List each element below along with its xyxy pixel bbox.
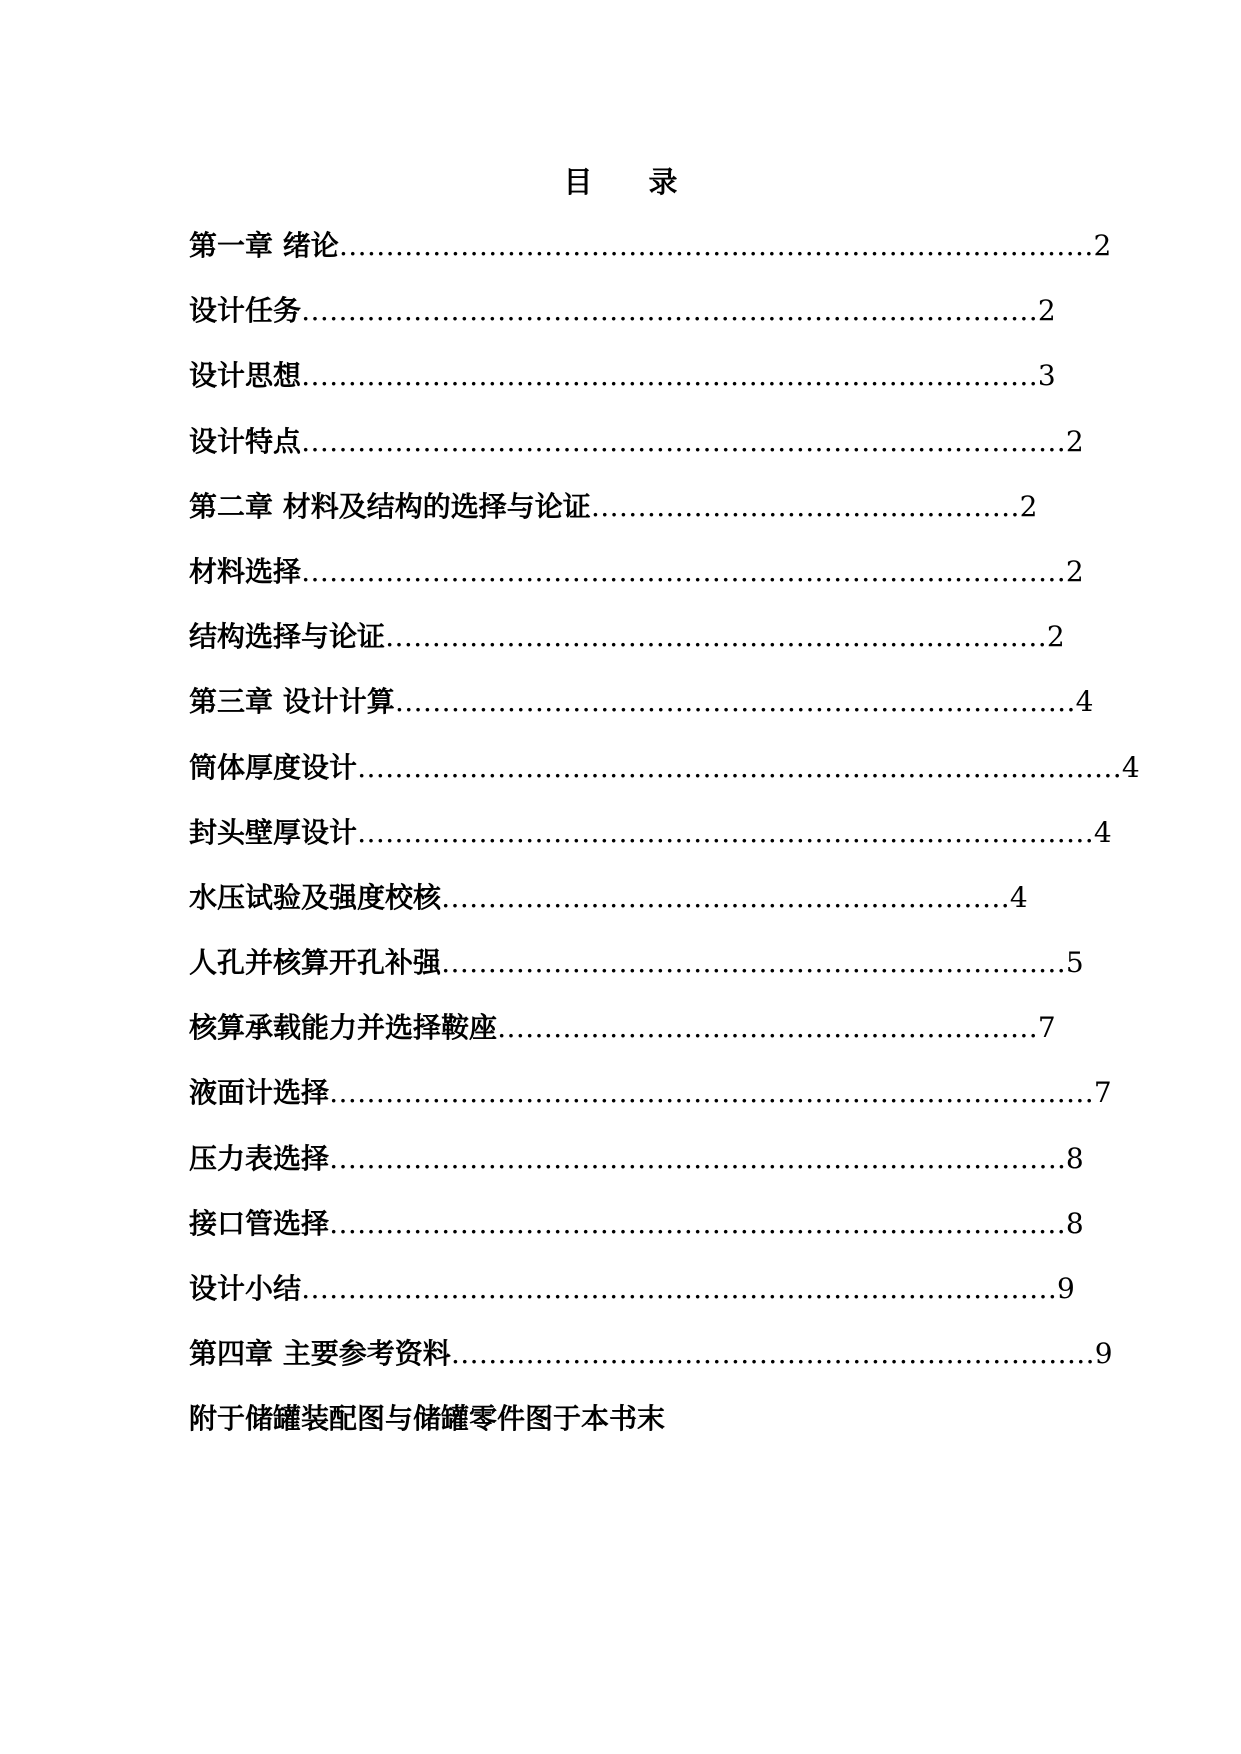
toc-leader: …………………………………………………………….………… bbox=[301, 554, 1066, 588]
toc-page-number: 8 bbox=[1065, 1141, 1084, 1175]
toc-entry-saddle[interactable] bbox=[189, 1002, 1056, 1067]
title-char-2: 录 bbox=[648, 165, 678, 199]
toc-entry-manhole[interactable] bbox=[189, 937, 1084, 1002]
toc-page-number: 2 bbox=[1019, 489, 1038, 523]
toc-entry-summary[interactable] bbox=[189, 1263, 1075, 1328]
toc-label: 接口管选择 bbox=[189, 1206, 330, 1240]
toc-page-number: 2 bbox=[1046, 620, 1065, 654]
toc-label: 人孔并核算开孔补强 bbox=[189, 946, 442, 980]
toc-label: 第三章 设计计算 bbox=[189, 685, 395, 719]
toc-leader: ……………………………………….…………………………… bbox=[301, 359, 1038, 393]
toc-label: 液面计选择 bbox=[189, 1076, 330, 1110]
toc-entry-chapter-1[interactable] bbox=[189, 220, 1112, 285]
toc-entry-hydro-test[interactable] bbox=[189, 872, 1028, 937]
toc-page-number: 4 bbox=[1121, 750, 1140, 784]
toc-page-number: 2 bbox=[1037, 294, 1056, 328]
toc-leader: …………………………….………… bbox=[590, 489, 1020, 523]
toc-label: 材料选择 bbox=[189, 554, 302, 588]
toc-leader: ……………………………………………………….… bbox=[441, 946, 1066, 980]
toc-label: 设计任务 bbox=[189, 294, 302, 328]
toc-entry-design-task[interactable] bbox=[189, 285, 1056, 350]
toc-page-number: 4 bbox=[1075, 685, 1094, 719]
toc-label: 第二章 材料及结构的选择与论证 bbox=[189, 489, 591, 523]
toc-entry-head-thickness[interactable] bbox=[189, 807, 1112, 872]
toc-leader: ………………………………….………………………………… bbox=[301, 294, 1038, 328]
toc-label: 筒体厚度设计 bbox=[189, 750, 358, 784]
toc-page-number: 9 bbox=[1057, 1272, 1075, 1305]
toc-page-number: 2 bbox=[1065, 424, 1084, 458]
toc-entry-level-gauge[interactable] bbox=[189, 1067, 1112, 1132]
toc-entry-chapter-4[interactable] bbox=[189, 1328, 1113, 1393]
toc-page-number: 8 bbox=[1065, 1206, 1084, 1240]
toc-label: 压力表选择 bbox=[189, 1141, 330, 1175]
toc-page-number: 2 bbox=[1065, 554, 1084, 588]
toc-entry-chapter-3[interactable] bbox=[189, 676, 1094, 741]
toc-page-number: 7 bbox=[1037, 1011, 1056, 1045]
toc-label: 第一章 绪论 bbox=[189, 229, 339, 262]
toc-entry-design-features[interactable] bbox=[189, 416, 1084, 481]
toc-leader: …………………………………………………..………… bbox=[385, 620, 1047, 654]
toc-label: 水压试验及强度校核 bbox=[189, 880, 442, 914]
toc-page-number: 7 bbox=[1093, 1076, 1112, 1110]
toc-entry-design-idea[interactable] bbox=[189, 350, 1056, 415]
toc-leader: …………………………………………………………… bbox=[450, 1337, 1095, 1371]
toc-leader: ……………………………………………………………………. bbox=[329, 1141, 1066, 1175]
toc-leader: ……………………………………………………………………… bbox=[301, 1272, 1058, 1305]
toc-label: 封头壁厚设计 bbox=[189, 815, 358, 849]
toc-label: 结构选择与论证 bbox=[189, 620, 386, 654]
toc-leader: …………………………………………………….………… bbox=[394, 685, 1076, 719]
toc-entry-nozzle[interactable] bbox=[189, 1198, 1084, 1263]
toc-leader: ………………………………………………………………….… bbox=[329, 1206, 1066, 1240]
toc-entry-shell-thickness[interactable] bbox=[189, 742, 1140, 807]
toc-label: 第四章 主要参考资料 bbox=[189, 1337, 451, 1371]
table-of-contents bbox=[189, 220, 1140, 1445]
toc-page-number: 9 bbox=[1094, 1337, 1113, 1371]
toc-page-number: 2 bbox=[1093, 229, 1112, 262]
toc-leader: …………………………………………………………….………… bbox=[301, 424, 1066, 458]
toc-leader: ……………………………………..…………………….………… bbox=[338, 229, 1094, 262]
toc-entry-material-selection[interactable] bbox=[189, 546, 1084, 611]
page-title bbox=[0, 160, 1241, 201]
toc-leader: …………………………………………………….……………… bbox=[357, 815, 1094, 849]
toc-label: 设计特点 bbox=[189, 424, 302, 458]
toc-page-number: 3 bbox=[1037, 359, 1056, 393]
toc-leader: …………………………………………….……… bbox=[441, 880, 1010, 914]
appendix-note: 附于储罐装配图与储罐零件图于本书末 bbox=[189, 1402, 666, 1436]
toc-page-number: 4 bbox=[1093, 815, 1112, 849]
toc-label: 设计小结 bbox=[189, 1272, 302, 1305]
toc-entry-structure-selection[interactable] bbox=[189, 611, 1065, 676]
toc-leader: ………………………………………………………………….…… bbox=[329, 1076, 1094, 1110]
toc-leader: ………………………………………….……… bbox=[497, 1011, 1038, 1045]
toc-label: 核算承载能力并选择鞍座 bbox=[189, 1011, 498, 1045]
toc-page-number: 5 bbox=[1065, 946, 1084, 980]
toc-entry-chapter-2[interactable] bbox=[189, 481, 1038, 546]
toc-leader: ………………………………………………….…………………… bbox=[357, 750, 1122, 784]
toc-entry-pressure-gauge[interactable] bbox=[189, 1133, 1084, 1198]
toc-label: 设计思想 bbox=[189, 359, 302, 393]
title-char-1: 目 bbox=[563, 165, 593, 199]
toc-page-number: 4 bbox=[1009, 880, 1028, 914]
